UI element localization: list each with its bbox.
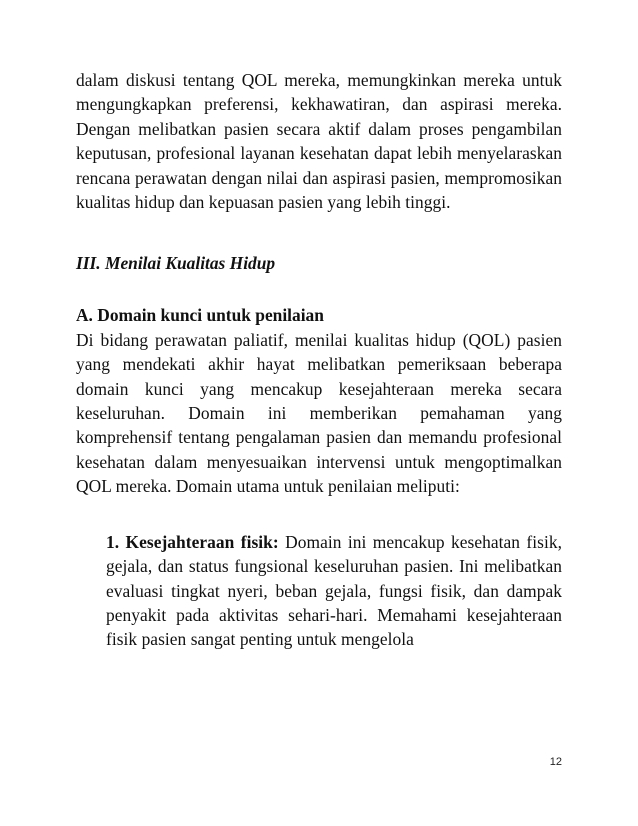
paragraph-continuation: dalam diskusi tentang QOL mereka, memungkinkan mereka untuk mengungkapkan preferensi, kekhawatiran, dan aspirasi mereka. Dengan melibatkan pasien secara aktif dalam proses pengambilan keputusan, profesional layanan kesehatan dapat lebih menyelaraskan rencana perawatan dengan nilai dan aspirasi pasien, mempromosikan kualitas hidup dan kepuasan pasien yang lebih tinggi.: [76, 70, 562, 213]
subsection-heading: A. Domain kunci untuk penilaian: [76, 305, 324, 326]
paragraph-intro: Di bidang perawatan paliatif, menilai kualitas hidup (QOL) pasien yang mendekati akhir hayat melibatkan pemeriksaan beberapa domain kunci yang mencakup kesejahteraan mereka secara keseluruhan. Domain ini memberikan pemahaman yang komprehensif tentang pengalaman pasien dan memandu profesional kesehatan dalam menyesuaikan intervensi untuk mengoptimalkan QOL mereka. Domain utama untuk penilaian meliputi:: [76, 329, 562, 497]
section-heading: III. Menilai Kualitas Hidup: [76, 253, 276, 274]
list-item-term: 1. Kesejahteraan fisik:: [106, 531, 279, 552]
page-number: 12: [549, 756, 562, 768]
list-item-text: Domain ini mencakup kesehatan fisik, gejala, dan status fungsional keseluruhan pasien. Ini melibatkan evaluasi tingkat nyeri, beban gejala, fungsi fisik, dan dampak penyakit pada aktivitas sehari-hari. Memahami kesejahteraan fisik pasien sangat penting untuk mengelola: [106, 531, 562, 650]
list-item-physical-wellbeing: [106, 530, 562, 652]
page-content: [76, 68, 562, 652]
